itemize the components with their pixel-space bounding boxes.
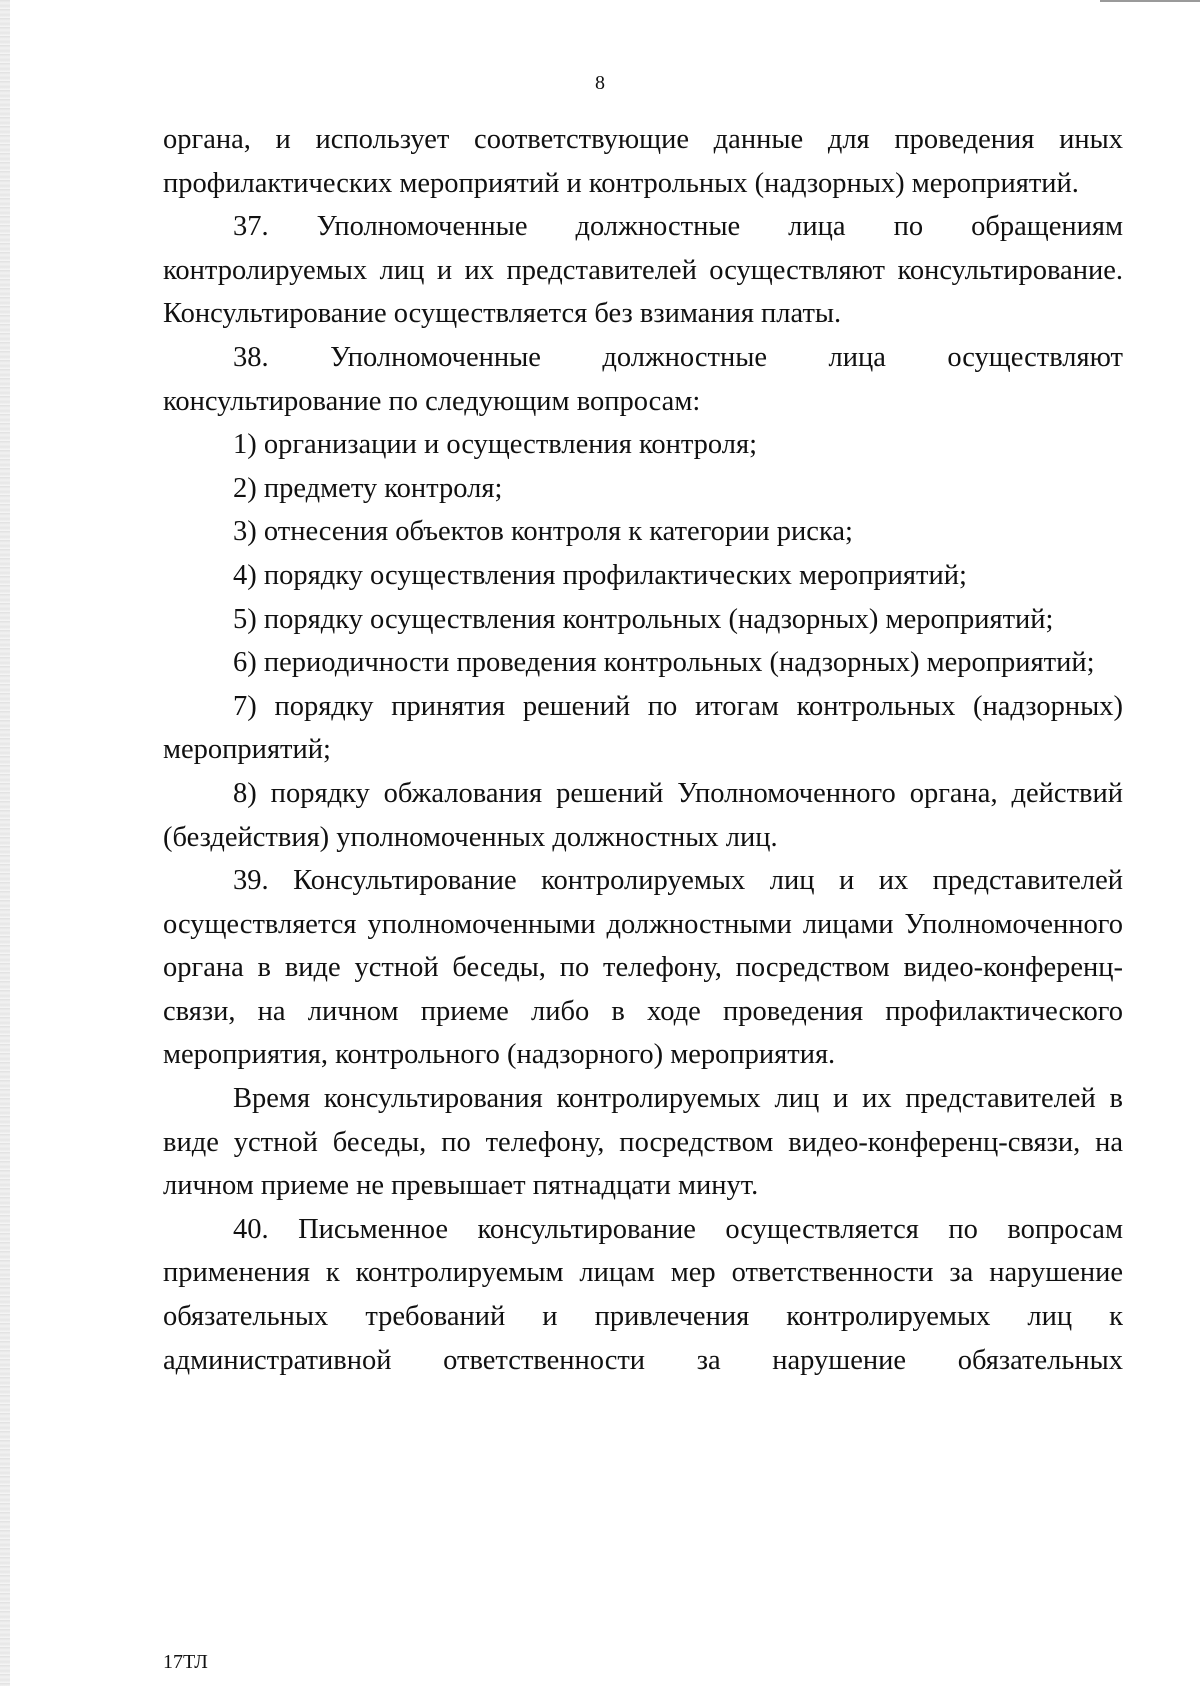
paragraph: 1) организации и осуществления контроля; — [233, 429, 758, 461]
footer-code: 17ТЛ — [163, 1651, 208, 1673]
paragraph: 3) отнесения объектов контроля к категории риска; — [233, 516, 853, 548]
paragraph: 39. Консультирование контролируемых лиц и их представителей осуществляется уполномоченными должностными лицами Уполномоченного органа в виде устной беседы, по телефону, посредством видео-конференц-связи, на личном приеме либо в ходе проведения профилактического мероприятия, контрольного (надзорного) мероприятия. — [163, 865, 1123, 1071]
paragraph: 7) порядку принятия решений по итогам контрольных (надзорных) мероприятий; — [163, 690, 1123, 766]
scan-edge-left — [0, 0, 10, 1686]
paragraph: 6) периодичности проведения контрольных (надзорных) мероприятий; — [233, 647, 1095, 679]
paragraph: органа, и использует соответствующие данные для проведения иных профилактических мероприятий и контрольных (надзорных) мероприятий. — [163, 124, 1123, 199]
paragraph: 40. Письменное консультирование осуществляется по вопросам применения к контролируемым лицам мер ответственности за нарушение обязательных требований и привлечения контролируемых лиц к административной ответственности за нарушение обязательных — [163, 1213, 1123, 1376]
paragraph: 38. Уполномоченные должностные лица осуществляют консультирование по следующим вопросам: — [163, 341, 1123, 417]
paragraph: Время консультирования контролируемых лиц и их представителей в виде устной беседы, по телефону, посредством видео-конференц-связи, на личном приеме не превышает пятнадцати минут. — [163, 1083, 1123, 1202]
page-number: 8 — [595, 72, 605, 94]
paragraph: 2) предмету контроля; — [233, 472, 503, 504]
paragraph: 8) порядку обжалования решений Уполномоченного органа, действий (бездействия) уполномоченных должностных лиц. — [163, 777, 1123, 853]
paragraph: 37. Уполномоченные должностные лица по обращениям контролируемых лиц и их представителей осуществляют консультирование. Консультирование осуществляется без взимания платы. — [163, 211, 1123, 330]
document-body — [163, 118, 1123, 1382]
paragraph: 4) порядку осуществления профилактических мероприятий; — [233, 559, 967, 591]
paragraph: 5) порядку осуществления контрольных (надзорных) мероприятий; — [233, 603, 1054, 635]
scan-edge-top — [1100, 0, 1200, 2]
